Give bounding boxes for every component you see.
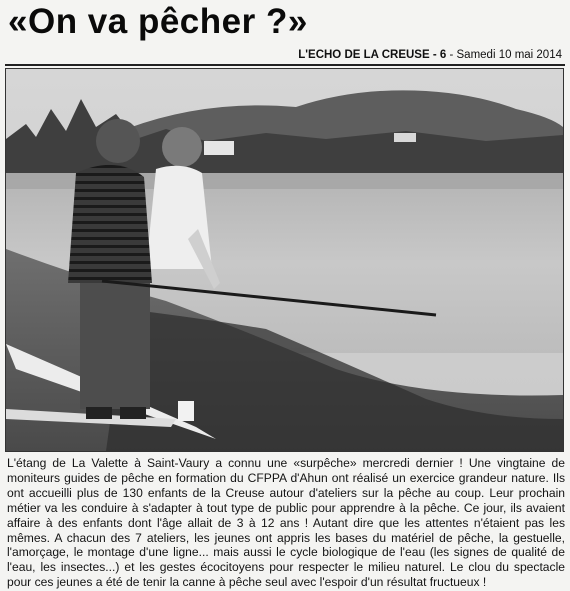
photo-building-2 xyxy=(394,133,416,142)
publication-date: Samedi 10 mai 2014 xyxy=(456,49,562,61)
photo-bait-box xyxy=(178,401,194,421)
article-body-paragraph: L'étang de La Valette à Saint-Vaury a connu une «surpêche» mercredi dernier ! Une vingtaine de moniteurs guides de pêche en formation du CFPPA d'Ahun ont réalisé un exercice grandeur nature. Ils ont accueilli plus de 130 enfants de la Creuse autour d'ateliers sur la pêche au coup. Leur prochain métier va les conduire à s'adapter à tout type de public pour apprendre à la pêche. Ce jour, ils avaient affaire à des enfants dont l'âge allait de 3 à 12 ans ! Autant dire que les attentes n'étaient pas les mêmes. A chacun des 7 ateliers, les jeunes ont appris les bases du matériel de pêche, la gestuelle, l'amorçage, le montage d'une ligne... mais aussi le cycle biologique de l'eau (les signes de qualité de l'eau, les insectes...) et les gestes écocitoyens pour respecter le milieu naturel. Le clou du spectacle pour ces jeunes a été de tenir la canne à pêche seul avec l'espoir d'un résultat fructueux ! xyxy=(7,456,565,590)
dateline-separator: - xyxy=(429,49,440,61)
header-rule xyxy=(5,64,565,66)
dateline xyxy=(298,49,562,61)
article-body xyxy=(7,456,565,590)
publication-name: L'ECHO DE LA CREUSE xyxy=(298,49,430,61)
dateline-separator-2: - xyxy=(446,49,457,61)
photo-building xyxy=(204,141,234,155)
headline: «On va pêcher ?» xyxy=(8,2,308,41)
article-photo xyxy=(5,68,564,452)
page-number: 6 xyxy=(439,49,447,61)
